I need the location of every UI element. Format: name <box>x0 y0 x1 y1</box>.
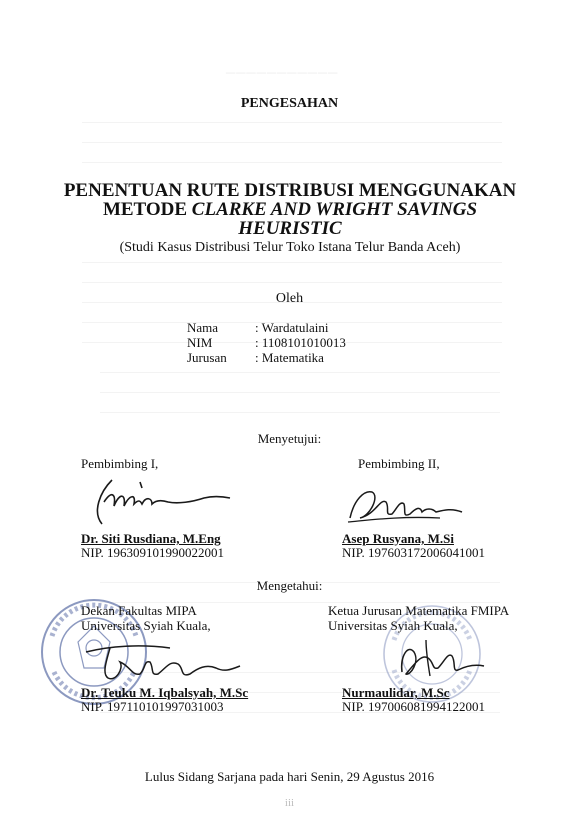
thesis-title-line1: PENENTUAN RUTE DISTRIBUSI MENGGUNAKAN <box>63 180 517 201</box>
supervisor1-name: Dr. Siti Rusdiana, M.Eng <box>81 531 221 546</box>
supervisor2-role: Pembimbing II, <box>358 456 440 471</box>
supervisor1-signature <box>82 472 242 530</box>
supervisor2-nip: NIP. 197603172006041001 <box>342 545 486 560</box>
page-number: iii <box>284 797 295 809</box>
by-label: Oleh <box>275 291 304 306</box>
author-nim-row: NIM : 1108101010013 <box>187 335 346 350</box>
document-page: ─────────── PENGESAHAN PENENTUAN RUTE DISTRIBUSI MENGGUNAKAN METODE CLARKE AND WRIGHT SAVINGS HEURISTIC (Studi Kasus Distribusi Telur Toko Istana Telur Banda Aceh) Oleh Nama : Wardatulaini NIM : 1108101010013 Jurusan : Matematika Menyetujui: Pembimbing I, Dr. Siti Rusdiana, M.Eng NIP. 196309101990022001 Pembimbing II, Asep Rusyana, M.Si NIP. 197603172006041001 Mengetahui: Dekan Fakultas MIPA Universitas Syiah Kuala, Dr. Teuku M. Iqbalsyah, M.Sc NIP. 197110101997031003 Ketua Jurusan Matematika FMIPA Universitas Syiah Kuala, Nurmaulidar, M.Sc NIP. 197006081994122001 Lulus Sidang Sarjana pada hari Senin, 29 Agustus 2016 iii <box>0 0 579 819</box>
graduation-note: Lulus Sidang Sarjana pada hari Senin, 29 Agustus 2016 <box>144 769 435 784</box>
head-dept-nip: NIP. 197006081994122001 <box>342 699 486 714</box>
dean-nip: NIP. 197110101997031003 <box>81 699 224 714</box>
approved-label: Menyetujui: <box>257 431 322 446</box>
supervisor1-nip: NIP. 196309101990022001 <box>81 545 225 560</box>
supervisor1-role: Pembimbing I, <box>81 456 159 471</box>
author-name-row: Nama : Wardatulaini <box>187 320 329 335</box>
known-label: Mengetahui: <box>256 578 323 593</box>
supervisor2-name: Asep Rusyana, M.Si <box>342 531 454 546</box>
page-heading: PENGESAHAN <box>240 96 339 111</box>
head-dept-role: Ketua Jurusan Matematika FMIPA Universitas Syiah Kuala, <box>328 603 510 633</box>
dean-signature <box>80 638 250 688</box>
dean-role: Dekan Fakultas MIPA Universitas Syiah Kuala, <box>81 603 211 633</box>
head-dept-name: Nurmaulidar, M.Sc <box>342 685 450 700</box>
thesis-title-line2: METODE CLARKE AND WRIGHT SAVINGS <box>102 199 478 220</box>
author-info <box>187 320 346 365</box>
dean-name: Dr. Teuku M. Iqbalsyah, M.Sc <box>81 685 249 700</box>
thesis-subtitle: (Studi Kasus Distribusi Telur Toko Istana Telur Banda Aceh) <box>119 240 461 255</box>
thesis-title-line3: HEURISTIC <box>238 218 342 239</box>
thesis-title <box>60 181 520 238</box>
author-dept-row: Jurusan : Matematika <box>187 350 324 365</box>
supervisor2-signature <box>340 480 480 530</box>
head-dept-signature <box>392 632 492 690</box>
